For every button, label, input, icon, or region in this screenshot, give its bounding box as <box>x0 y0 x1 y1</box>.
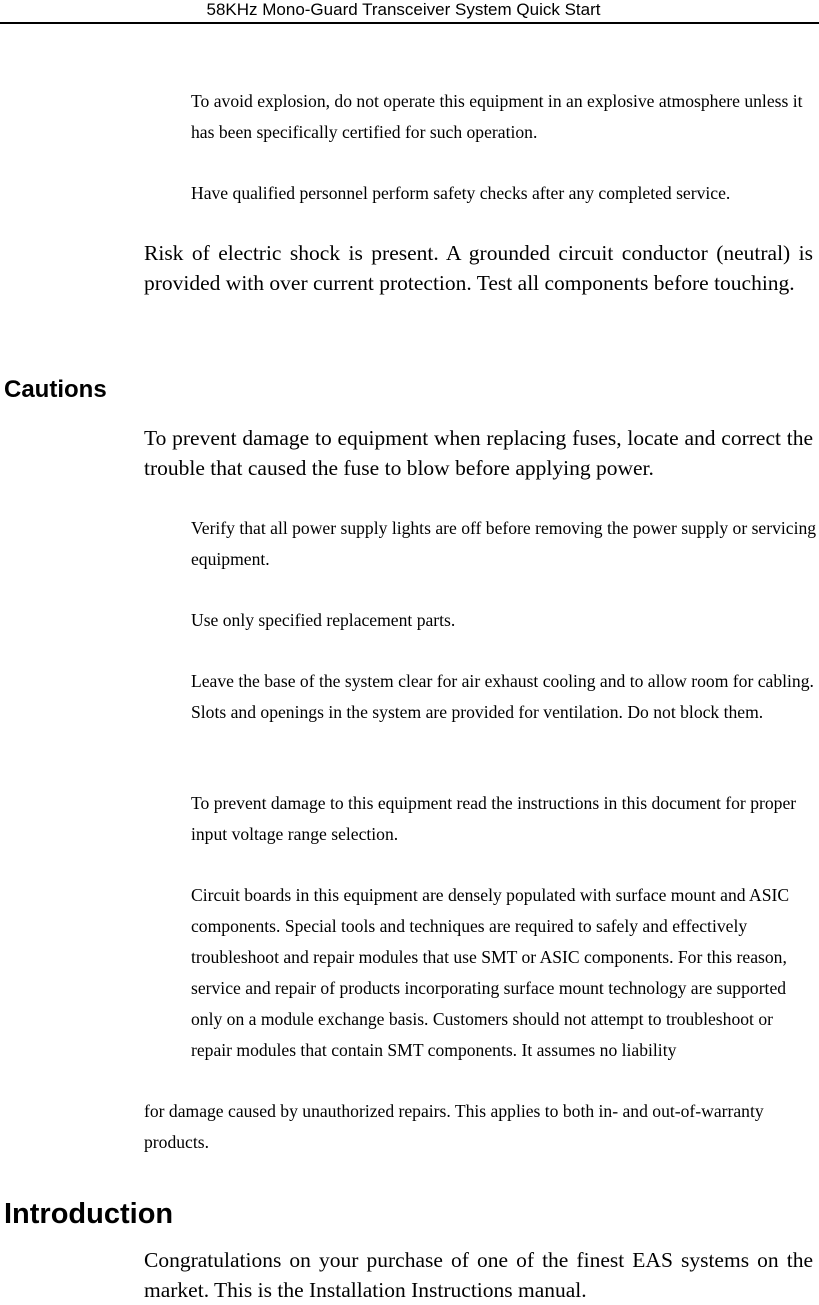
document-title: 58KHz Mono-Guard Transceiver System Quick Start <box>206 0 601 19</box>
page-header <box>0 0 819 24</box>
voltage-note: To prevent damage to this equipment read the instructions in this document for proper input voltage range selection. <box>191 793 797 844</box>
introduction-heading: Introduction <box>4 1198 174 1230</box>
fuse-paragraph: To prevent damage to equipment when replacing fuses, locate and correct the trouble that caused the fuse to blow before applying power. <box>144 426 813 480</box>
introduction-paragraph: Congratulations on your purchase of one of the finest EAS systems on the market. This is the Installation Instructions manual. <box>144 1248 813 1302</box>
electric-shock-paragraph: Risk of electric shock is present. A grounded circuit conductor (neutral) is provided with over current protection. Test all components before touching. <box>144 241 813 295</box>
explosion-note: To avoid explosion, do not operate this equipment in an explosive atmosphere unless it has been specifically certified for such operation. <box>191 91 803 142</box>
ventilation-note: Leave the base of the system clear for air exhaust cooling and to allow room for cabling. Slots and openings in the system are provided for ventilation. Do not block them. <box>191 671 814 722</box>
power-lights-note: Verify that all power supply lights are off before removing the power supply or servicing equipment. <box>191 518 817 569</box>
cautions-heading: Cautions <box>4 376 107 403</box>
replacement-parts-note: Use only specified replacement parts. <box>191 610 456 630</box>
liability-continuation: for damage caused by unauthorized repairs. This applies to both in- and out-of-warranty products. <box>144 1101 764 1152</box>
smt-note: Circuit boards in this equipment are densely populated with surface mount and ASIC components. Special tools and techniques are required to safely and effectively troubleshoot and repair modules that use SMT or ASIC components. For this reason, service and repair of products incorporating surface mount technology are supported only on a module exchange basis. Customers should not attempt to troubleshoot or repair modules that contain SMT components. It assumes no liability <box>191 885 790 1060</box>
service-note: Have qualified personnel perform safety checks after any completed service. <box>191 183 731 203</box>
